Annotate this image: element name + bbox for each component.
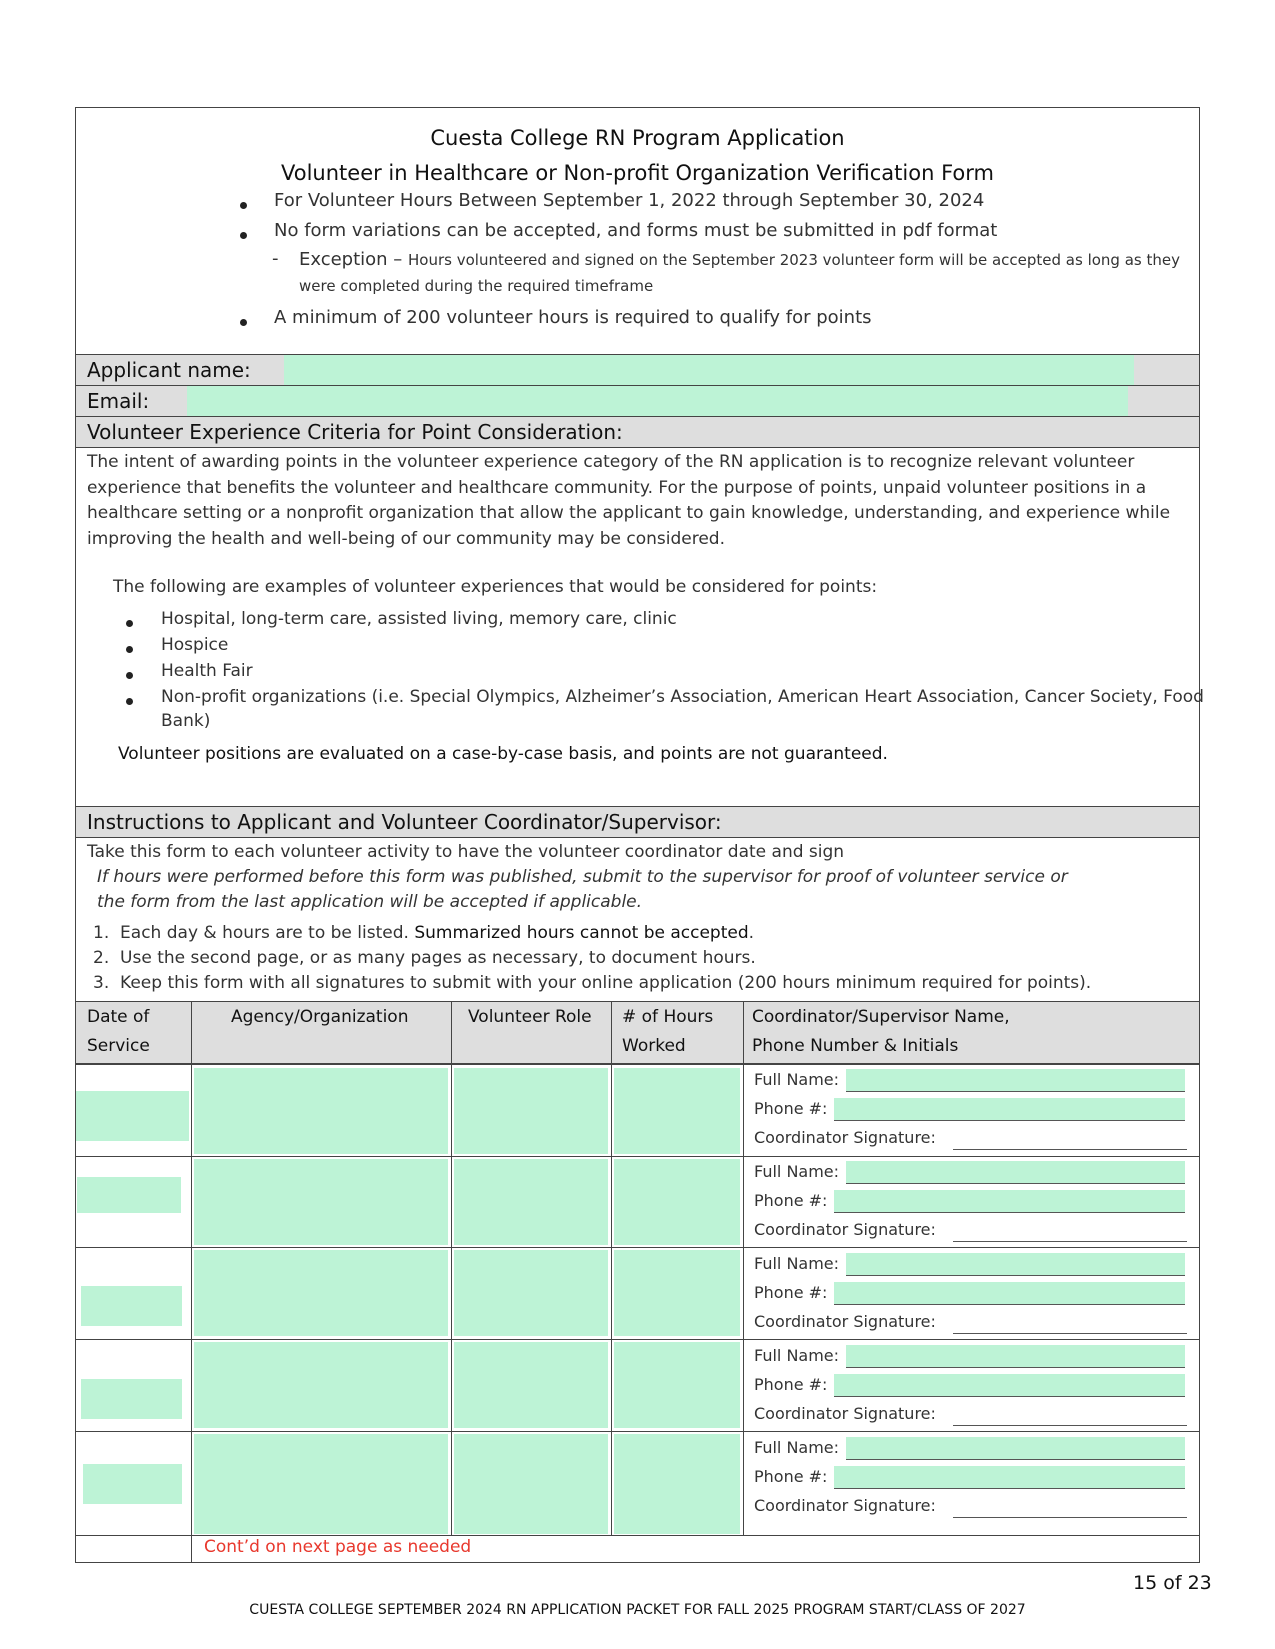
instructions-italic-2: the form from the last application will be accepted if applicable. (97, 892, 643, 912)
signature-label: Coordinator Signature: (754, 1404, 936, 1423)
header-role: Volunteer Role (468, 1007, 592, 1027)
form-title: Cuesta College RN Program Application (430, 126, 845, 150)
signature-line[interactable] (953, 1333, 1187, 1334)
table-header (76, 1001, 1199, 1065)
date-field[interactable] (81, 1379, 182, 1419)
step-1 (93, 923, 754, 943)
phone-label: Phone #: (754, 1099, 828, 1118)
full-name-field[interactable] (846, 1069, 1185, 1091)
header-bullet-3: A minimum of 200 volunteer hours is required to qualify for points (274, 307, 872, 328)
role-field[interactable] (454, 1342, 608, 1428)
row-divider (76, 1535, 1199, 1536)
agency-field[interactable] (194, 1068, 448, 1154)
full-name-underline (846, 1183, 1185, 1184)
bullet-dot (126, 698, 133, 705)
full-name-underline (846, 1459, 1185, 1460)
instructions-italic-1: If hours were performed before this form was published, submit to the supervisor for proof of volunteer service or (97, 867, 1068, 887)
agency-field[interactable] (194, 1342, 448, 1428)
signature-label: Coordinator Signature: (754, 1496, 936, 1515)
example-item: Hospice (161, 635, 229, 655)
example-item: Hospital, long-term care, assisted living, memory care, clinic (161, 609, 677, 629)
applicant-name-field[interactable] (284, 355, 1134, 385)
example-item: Non-profit organizations (i.e. Special Olympics, Alzheimer’s Association, American Heart Association, Cancer Society, Food (161, 687, 1204, 707)
criteria-heading: Volunteer Experience Criteria for Point Consideration: (87, 420, 623, 444)
exception-text-1: Hours volunteered and signed on the September 2023 volunteer form will be accepted as long as they (408, 251, 1180, 269)
phone-field[interactable] (834, 1466, 1185, 1488)
applicant-name-row (76, 354, 1199, 386)
hours-field[interactable] (614, 1434, 740, 1534)
signature-label: Coordinator Signature: (754, 1220, 936, 1239)
phone-underline (834, 1488, 1185, 1489)
header-agency: Agency/Organization (231, 1007, 409, 1027)
step-number: 3. (93, 973, 110, 993)
form-subtitle: Volunteer in Healthcare or Non-profit Organization Verification Form (281, 161, 994, 185)
header-hours-line2: Worked (622, 1036, 686, 1056)
hours-field[interactable] (614, 1159, 740, 1245)
role-field[interactable] (454, 1434, 608, 1534)
hours-field[interactable] (614, 1250, 740, 1336)
header-hours (622, 1003, 713, 1061)
criteria-heading-bar (76, 416, 1199, 448)
signature-line[interactable] (953, 1517, 1187, 1518)
row-divider (76, 1247, 1199, 1248)
full-name-field[interactable] (846, 1345, 1185, 1367)
form-frame (75, 107, 1204, 1563)
role-field[interactable] (454, 1250, 608, 1336)
bullet-dot (240, 202, 247, 209)
step-text: Keep this form with all signatures to submit with your online application (200 hours minimum required for points). (120, 973, 1092, 993)
role-field[interactable] (454, 1068, 608, 1154)
agency-field[interactable] (194, 1250, 448, 1336)
header-date-line1: Date of (87, 1007, 150, 1027)
date-field[interactable] (76, 1091, 189, 1141)
hours-field[interactable] (614, 1068, 740, 1154)
exception-label: Exception – (299, 249, 409, 270)
column-divider (451, 1001, 452, 1536)
row-divider (76, 1431, 1199, 1432)
step-number: 2. (93, 948, 110, 968)
phone-label: Phone #: (754, 1375, 828, 1394)
full-name-field[interactable] (846, 1161, 1185, 1183)
signature-line[interactable] (953, 1149, 1187, 1150)
full-name-field[interactable] (846, 1437, 1185, 1459)
signature-line[interactable] (953, 1425, 1187, 1426)
signature-label: Coordinator Signature: (754, 1312, 936, 1331)
header-hours-line1: # of Hours (622, 1007, 714, 1027)
hours-field[interactable] (614, 1342, 740, 1428)
phone-label: Phone #: (754, 1191, 828, 1210)
date-field[interactable] (77, 1177, 181, 1213)
phone-field[interactable] (834, 1374, 1185, 1396)
phone-field[interactable] (834, 1190, 1185, 1212)
examples-intro: The following are examples of volunteer experiences that would be considered for points: (113, 577, 878, 597)
full-name-underline (846, 1091, 1185, 1092)
criteria-note: Volunteer positions are evaluated on a case-by-case basis, and points are not guaranteed. (118, 744, 888, 764)
phone-underline (834, 1120, 1185, 1121)
bullet-dot (240, 319, 247, 326)
example-item-continued: Bank) (161, 711, 211, 731)
bullet-dot (126, 620, 133, 627)
full-name-underline (846, 1367, 1185, 1368)
step-text: Each day & hours are to be listed. (120, 923, 415, 943)
exception-line-2: were completed during the required timeframe (299, 277, 654, 295)
signature-line[interactable] (953, 1241, 1187, 1242)
example-item: Health Fair (161, 661, 253, 681)
agency-field[interactable] (194, 1159, 448, 1245)
phone-field[interactable] (834, 1098, 1185, 1120)
page-number: 15 of 23 (1133, 1572, 1212, 1594)
exception-dash: - (272, 248, 279, 269)
full-name-field[interactable] (846, 1253, 1185, 1275)
date-field[interactable] (83, 1464, 182, 1504)
row-divider (76, 1339, 1199, 1340)
role-field[interactable] (454, 1159, 608, 1245)
phone-underline (834, 1396, 1185, 1397)
applicant-name-label: Applicant name: (87, 358, 251, 382)
full-name-label: Full Name: (754, 1346, 840, 1365)
full-name-label: Full Name: (754, 1438, 840, 1457)
agency-field[interactable] (194, 1434, 448, 1534)
header-bullet-2: No form variations can be accepted, and forms must be submitted in pdf format (274, 220, 998, 241)
step-text: Use the second page, or as many pages as necessary, to document hours. (120, 948, 756, 968)
phone-label: Phone #: (754, 1467, 828, 1486)
phone-underline (834, 1212, 1185, 1213)
phone-underline (834, 1304, 1185, 1305)
bullet-dot (126, 646, 133, 653)
email-row (76, 385, 1199, 417)
continued-note: Cont’d on next page as needed (204, 1537, 472, 1557)
step-end: . (748, 923, 755, 943)
header-coordinator-line2: Phone Number & Initials (752, 1036, 959, 1056)
column-divider (611, 1001, 612, 1536)
exception-line-1 (299, 249, 1180, 270)
header-bullet-1: For Volunteer Hours Between September 1, 2022 through September 30, 2024 (274, 190, 985, 211)
full-name-label: Full Name: (754, 1254, 840, 1273)
full-name-underline (846, 1275, 1185, 1276)
header-coordinator-line1: Coordinator/Supervisor Name, (752, 1007, 1010, 1027)
full-name-label: Full Name: (754, 1162, 840, 1181)
date-field[interactable] (81, 1286, 182, 1326)
bullet-dot (240, 232, 247, 239)
step-number: 1. (93, 923, 110, 943)
bullet-dot (126, 672, 133, 679)
step-3 (93, 973, 1091, 993)
instructions-heading-bar (76, 806, 1199, 838)
phone-label: Phone #: (754, 1283, 828, 1302)
instructions-heading: Instructions to Applicant and Volunteer Coordinator/Supervisor: (87, 810, 722, 834)
footer-text: CUESTA COLLEGE SEPTEMBER 2024 RN APPLICATION PACKET FOR FALL 2025 PROGRAM START/CLASS OF 2027 (249, 1602, 1026, 1618)
criteria-paragraph: The intent of awarding points in the volunteer experience category of the RN application is to recognize relevant volunteer experience that benefits the volunteer and healthcare community. For the purpose of points, unpaid volunteer positions in a healthcare setting or a nonprofit organization that allow the applicant to gain knowledge, understanding, and experience while improving the health and well-being of our community may be considered. (87, 452, 1171, 549)
header-date-line2: Service (87, 1036, 150, 1056)
step-bold: Summarized hours cannot be accepted (414, 923, 749, 943)
header-coordinator (752, 1003, 1010, 1061)
column-divider (743, 1001, 744, 1536)
column-divider (191, 1001, 192, 1563)
phone-field[interactable] (834, 1282, 1185, 1304)
row-divider (76, 1156, 1199, 1157)
full-name-label: Full Name: (754, 1070, 840, 1089)
header-date (87, 1003, 150, 1061)
email-field[interactable] (187, 386, 1128, 416)
step-2 (93, 948, 756, 968)
instructions-line: Take this form to each volunteer activity to have the volunteer coordinator date and sign (87, 842, 845, 862)
email-label: Email: (87, 389, 150, 413)
signature-label: Coordinator Signature: (754, 1128, 936, 1147)
